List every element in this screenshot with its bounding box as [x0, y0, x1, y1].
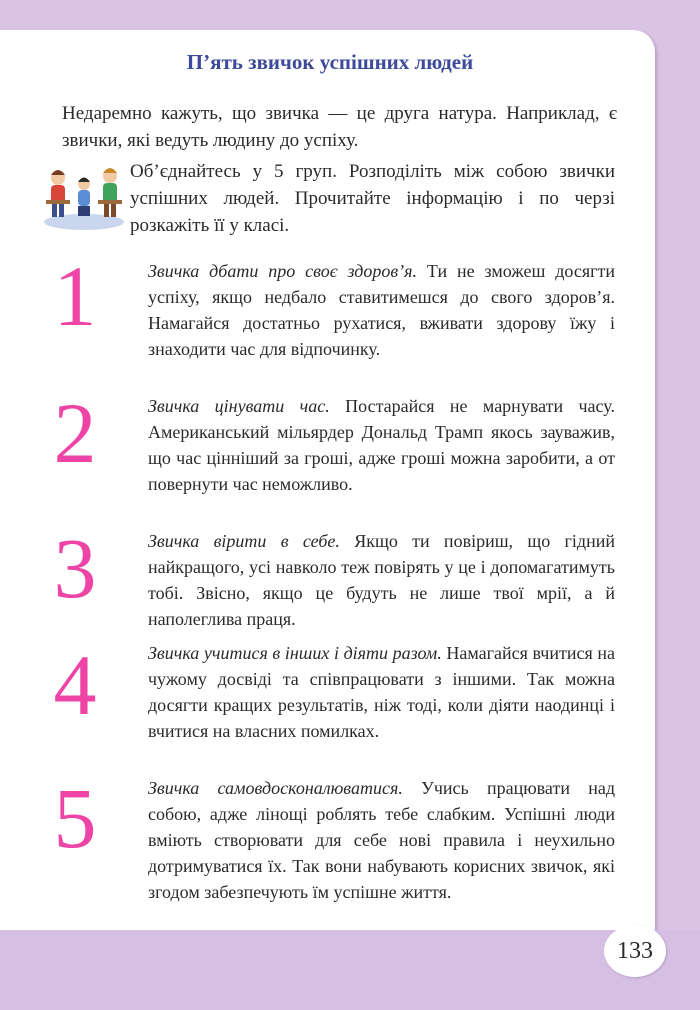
task-paragraph: Об’єднайтесь у 5 груп. Розподіліть між собою звички успішних людей. Прочитайте інформацію і по черзі розкажіть її у класі.	[130, 161, 615, 236]
habit-name: Звичка учитися в інших і діяти разом.	[148, 643, 442, 663]
intro-paragraph: Недаремно кажуть, що звичка — це друга натура. Наприклад, є звички, які ведуть людину до успіху.	[62, 103, 617, 151]
habit-number-1: 1	[53, 248, 97, 344]
habit-name: Звичка цінувати час.	[148, 396, 330, 416]
page-title: П’ять звичок успішних людей	[186, 50, 474, 74]
habit-item-2	[148, 393, 615, 497]
habit-text: Якщо ти повіриш, що гідний найкращого, усі навколо теж повірять у це і допомагатимуть тобі. Звісно, якщо це будуть не лише твої мрії, а й наполеглива праця.	[148, 531, 615, 629]
habit-name: Звичка вірити в себе.	[148, 531, 340, 551]
habit-text: Ти не зможеш досягти успіху, якщо недбало ставитимешся до свого здоров’я. Намагайся достатньо рухатися, вживати здорову їжу і знаходити час для відпочинку.	[148, 261, 616, 359]
habit-text: Постарайся не марнувати часу. Американський мільярдер Дональд Трамп якось зауважив, що час цінніший за гроші, адже гроші можна заробити, а от повернути час неможливо.	[148, 396, 615, 494]
habit-text: Учись працювати над собою, адже лінощі роблять тебе слабким. Успішні люди вміють створювати для себе нові правила і неухильно дотримуватися їх. Так вони набувають корисних звичок, які згодом забезпечують їм успішне життя.	[148, 778, 615, 902]
habit-name: Звичка дбати про своє здоров’я.	[148, 261, 418, 281]
habit-item-1	[148, 258, 615, 362]
habit-item-4	[148, 640, 615, 744]
habit-number-2: 2	[53, 385, 97, 481]
habit-number-3: 3	[53, 520, 97, 616]
habit-number-4: 4	[53, 637, 97, 733]
page-number-badge	[604, 925, 666, 977]
habit-text: Намагайся вчитися на чужому досвіді та співпрацювати з іншими. Так можна досягти кращих результатів, ніж тоді, коли діяти наодинці і вчитися на власних помилках.	[148, 643, 615, 741]
habit-item-5	[148, 775, 615, 905]
page-border-band	[0, 930, 700, 1010]
page-number: 133	[617, 937, 653, 964]
habit-name: Звичка самовдосконалюватися.	[148, 778, 403, 798]
habit-item-3	[148, 528, 615, 632]
habit-number-5: 5	[53, 770, 97, 866]
group-discussion-icon	[40, 160, 128, 232]
